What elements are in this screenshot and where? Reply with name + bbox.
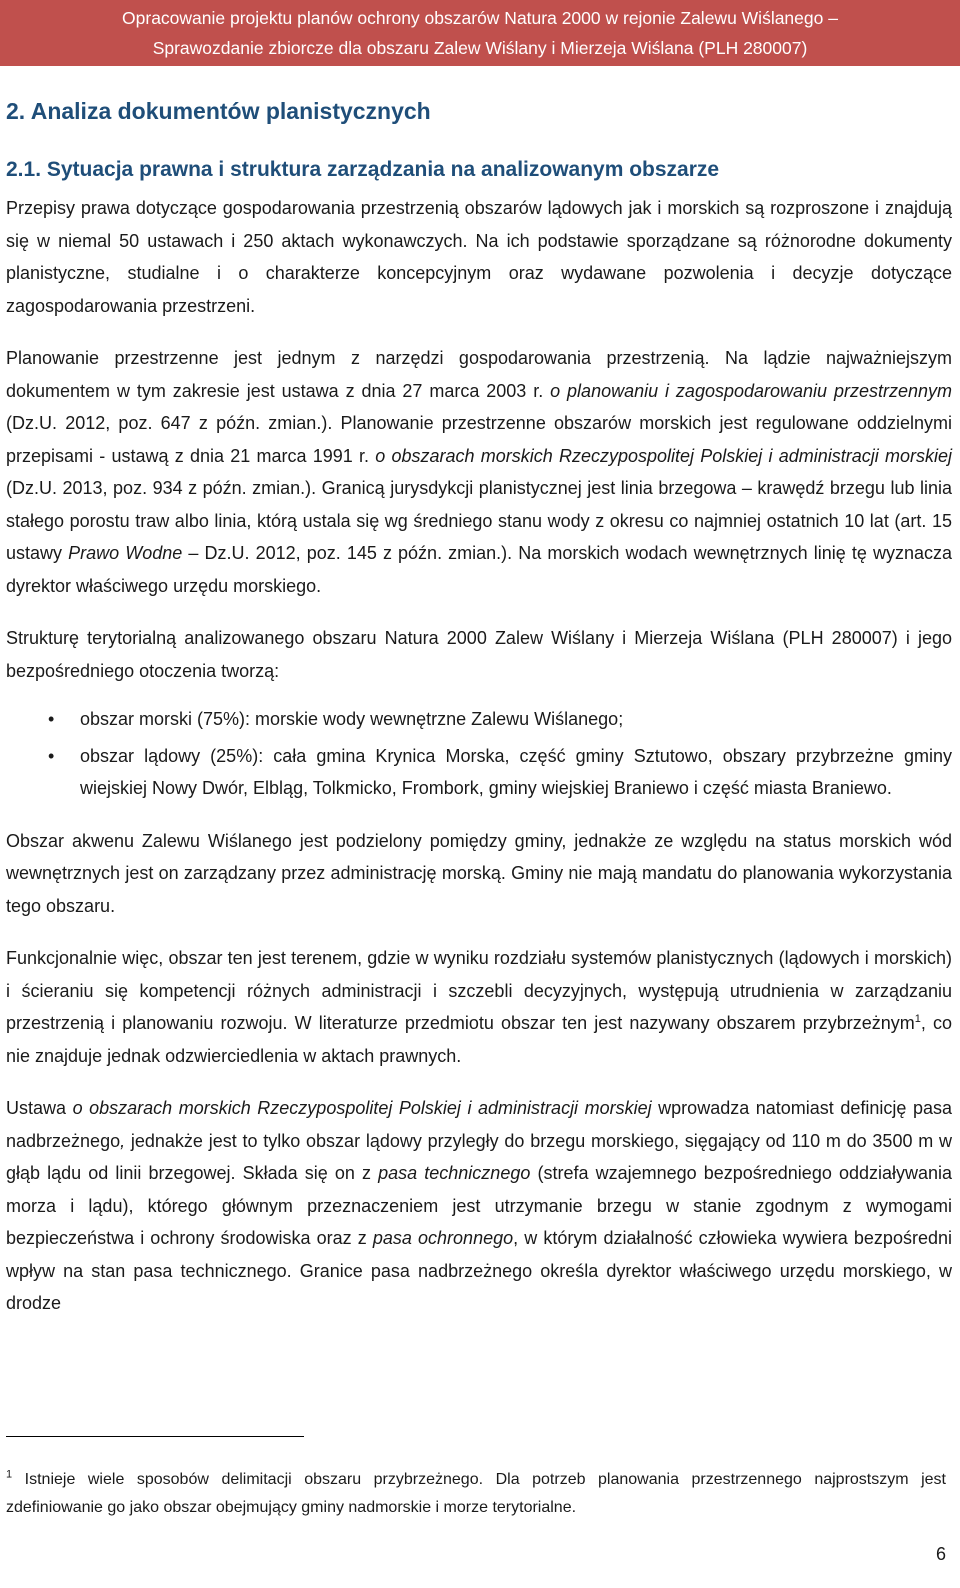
p5-text-a: Funkcjonalnie więc, obszar ten jest terenem, gdzie w wyniku rozdziału systemów planistycznych (lądowych i morskich) i ścieraniu się kompetencji różnych administracji i szczebli decyzyjnych, występują utrudnienia w zarządzaniu przestrzenią i planowaniu rozwoju. W literaturze przedmiotu obszar ten jest nazywany obszarem przybrzeżnym — [6, 948, 952, 1033]
p2-italic-d: o obszarach morskich Rzeczypospolitej Polskiej i administracji morskiej — [375, 445, 952, 466]
list-item-text: obszar morski (75%): morskie wody wewnętrzne Zalewu Wiślanego; — [80, 709, 624, 729]
list-item — [6, 703, 952, 736]
header-line-2: Sprawozdanie zbiorcze dla obszaru Zalew Wiślany i Mierzeja Wiślana (PLH 280007) — [152, 38, 808, 58]
paragraph-1: Przepisy prawa dotyczące gospodarowania przestrzenią obszarów lądowych jak i morskich są rozproszone i znajdują się w niemal 50 ustawach i 250 aktach wykonawczych. Na ich podstawie sporządzane są różnorodne dokumenty planistyczne, studialne i o charakterze koncepcyjnym oraz wydawane pozwolenia i decyzje dotyczące zagospodarowania przestrzeni. — [6, 198, 952, 316]
bullet-list — [6, 703, 952, 805]
footnote-divider — [6, 1436, 304, 1437]
p6-text-i: , w którym działalność człowieka wywiera bezpośredni wpływ na stan pasa technicznego. Granice pasa nadbrzeżnego określa dyrektor właściwego urzędu morskiego, w drodze — [6, 1228, 952, 1313]
list-item — [6, 740, 952, 805]
p2-text-a: Planowanie przestrzenne jest jednym z narzędzi gospodarowania przestrzenią. Na lądzie najważniejszym dokumentem w tym zakresie jest ustawa z dnia 27 marca 2003 r. — [6, 348, 952, 401]
p2-text-g: – Dz.U. 2012, poz. 145 z późn. zmian.). Na morskich wodach wewnętrznych linię tę wyznacza dyrektor właściwego urzędu morskiego. — [6, 543, 952, 596]
paragraph-6 — [6, 1092, 952, 1320]
bullet-icon: • — [48, 745, 55, 766]
p2-italic-b: o planowaniu i zagospodarowaniu przestrzennym — [550, 380, 952, 401]
page-number: 6 — [935, 1544, 946, 1564]
bullet-icon: • — [48, 709, 55, 729]
p6-text-g: (strefa wzajemnego bezpośredniego oddziaływania morza i lądu), którego głównym przeznaczeniem jest utrzymanie brzegu w stanie zgodnym z wymogami bezpieczeństwa i ochrony środowiska oraz z — [6, 1163, 953, 1248]
paragraph-2 — [6, 342, 952, 602]
footnote-text: Istnieje wiele sposobów delimitacji obszaru przybrzeżnego. Dla potrzeb planowania przestrzennego najprostszym jest zdefiniowanie go jako obszar obejmujący gminy nadmorskie i morze terytorialne. — [6, 1471, 946, 1516]
page-body — [6, 66, 952, 1340]
footnote-mark: 1 — [6, 1468, 13, 1481]
p6-text-a: Ustawa — [6, 1098, 73, 1118]
header-line-1: Opracowanie projektu planów ochrony obszarów Natura 2000 w rejonie Zalewu Wiślanego – — [122, 8, 838, 28]
p6-italic-d: , — [120, 1130, 126, 1151]
p2-text-c: (Dz.U. 2012, poz. 647 z późn. zmian.). Planowanie przestrzenne obszarów morskich jest regulowane oddzielnymi przepisami - ustawą z dnia 21 marca 1991 r. — [6, 413, 952, 466]
list-item-text: obszar lądowy (25%): cała gmina Krynica Morska, część gminy Sztutowo, obszary przybrzeżne gminy wiejskiej Nowy Dwór, Elbląg, Tolkmicko, Frombork, gminy wiejskiej Braniewo i część miasta Braniewo. — [80, 745, 952, 798]
p6-text-e: jednakże jest to tylko obszar lądowy przyległy do brzegu morskiego, sięgający od 110 m do 3500 m w głąb lądu od linii brzegowej. Składa się on z — [6, 1130, 952, 1183]
footnote-reference[interactable]: 1 — [914, 1013, 921, 1025]
subsection-title: 2.1. Sytuacja prawna i struktura zarządzania na analizowanym obszarze — [6, 158, 720, 181]
paragraph-5 — [6, 942, 952, 1072]
p2-italic-f: Prawo Wodne — [68, 543, 183, 563]
p6-italic-h: pasa ochronnego — [372, 1228, 514, 1248]
p6-italic-f: pasa technicznego — [378, 1163, 531, 1183]
p2-text-e: (Dz.U. 2013, poz. 934 z późn. zmian.). Granicą jurysdykcji planistycznej jest linia brzegowa – krawędź brzegu lub linia stałego porostu traw albo linia, którą ustala się wg średniego stanu wody z okresu co najmniej ostatnich 10 lat (art. 15 ustawy — [6, 478, 952, 563]
paragraph-4: Obszar akwenu Zalewu Wiślanego jest podzielony pomiędzy gminy, jednakże ze względu na status morskich wód wewnętrznych jest on zarządzany przez administrację morską. Gminy nie mają mandatu do planowania wykorzystania tego obszaru. — [6, 830, 952, 916]
p5-text-b: , co nie znajduje jednak odzwierciedlenia w aktach prawnych. — [6, 1013, 953, 1066]
footnote — [6, 1466, 946, 1522]
section-title: 2. Analiza dokumentów planistycznych — [6, 98, 431, 124]
p6-italic-b: o obszarach morskich Rzeczypospolitej Polskiej i administracji morskiej — [72, 1098, 652, 1118]
paragraph-3: Strukturę terytorialną analizowanego obszaru Natura 2000 Zalew Wiślany i Mierzeja Wiślana (PLH 280007) i jego bezpośredniego otoczenia tworzą: — [6, 628, 952, 681]
document-header — [0, 0, 960, 66]
p6-text-c: wprowadza natomiast definicję pasa nadbrzeżnego — [6, 1098, 952, 1151]
